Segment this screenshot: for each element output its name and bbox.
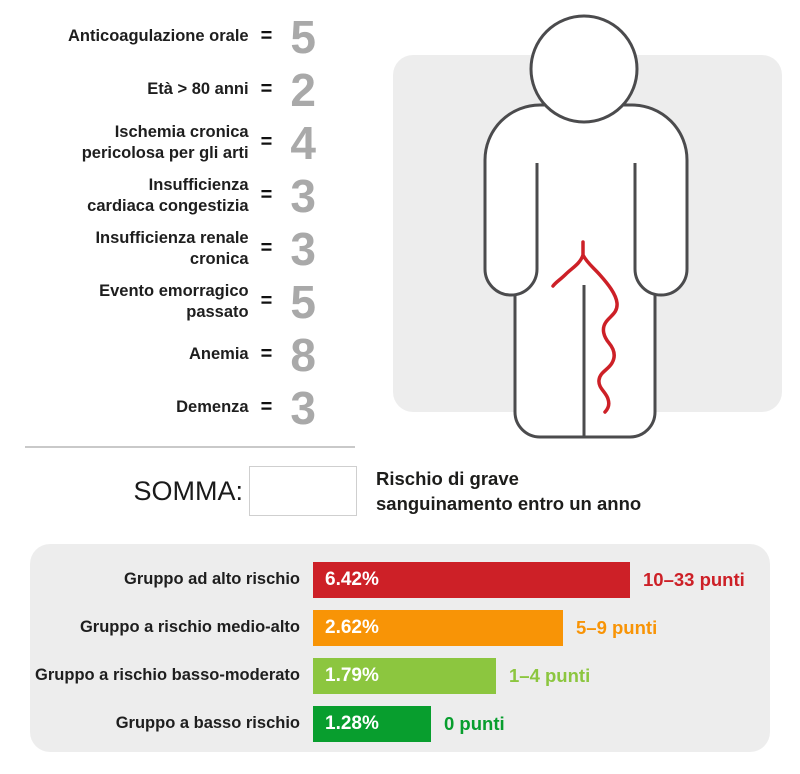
score-item-points: 8 [290,328,316,381]
score-item-label: Anemia [188,345,249,364]
somma-label: SOMMA: [133,476,243,506]
somma-input[interactable] [249,466,357,516]
divider-line [25,446,355,448]
head-outline [531,16,637,122]
score-list [0,10,360,434]
risk-bar [313,658,496,694]
human-body-leg-artery-icon [370,0,800,460]
score-item-points: 3 [290,381,316,434]
score-item-label: Anticoagulazione orale [67,27,249,46]
score-item-row [0,116,360,169]
risk-group-label: Gruppo ad alto rischio [123,570,300,589]
risk-group-label: Gruppo a rischio medio-alto [79,618,300,637]
equals-sign: = [260,237,273,259]
risk-group-row [30,658,770,694]
risk-group-label: Gruppo a rischio basso-moderato [35,666,300,685]
risk-group-row [30,706,770,742]
score-item-row [0,275,360,328]
score-item-row [0,169,360,222]
score-item-points: 5 [290,10,316,63]
score-item-label: Insufficienza cardiaca congestizia [87,175,249,215]
score-item-row [0,10,360,63]
score-item-label: Età > 80 anni [147,80,249,99]
score-item-points: 4 [290,116,316,169]
risk-bar-value: 6.42% [325,569,379,590]
equals-sign: = [260,343,273,365]
risk-groups-panel [30,544,770,752]
risk-group-label: Gruppo a basso rischio [115,714,300,733]
risk-group-row [30,562,770,598]
score-item-points: 5 [290,275,316,328]
score-item-points: 3 [290,169,316,222]
equals-sign: = [260,290,273,312]
risk-range-label: 1–4 punti [509,665,591,686]
equals-sign: = [260,131,273,153]
equals-sign: = [260,184,273,206]
score-item-label: Demenza [176,398,249,417]
equals-sign: = [260,25,273,47]
score-item-row [0,381,360,434]
risk-range-label: 10–33 punti [643,569,745,590]
risk-bar-value: 1.79% [325,665,379,686]
score-item-row [0,222,360,275]
score-item-row [0,63,360,116]
risk-bar-value: 2.62% [325,617,379,638]
risk-bar-value: 1.28% [325,713,379,734]
score-item-points: 2 [290,63,316,116]
score-item-label: Ischemia cronica pericolosa per gli arti [81,122,249,162]
score-item-row [0,328,360,381]
risk-range-label: 0 punti [444,713,505,734]
risk-description: Rischio di grave sanguinamento entro un anno [376,468,642,514]
risk-bar [313,562,630,598]
risk-bar [313,610,563,646]
score-item-label: Evento emorragico passato [99,281,249,321]
risk-bar [313,706,431,742]
risk-group-row [30,610,770,646]
equals-sign: = [260,396,273,418]
risk-range-label: 5–9 punti [576,617,658,638]
score-item-points: 3 [290,222,316,275]
score-item-label: Insufficienza renale cronica [95,228,249,268]
equals-sign: = [260,78,273,100]
